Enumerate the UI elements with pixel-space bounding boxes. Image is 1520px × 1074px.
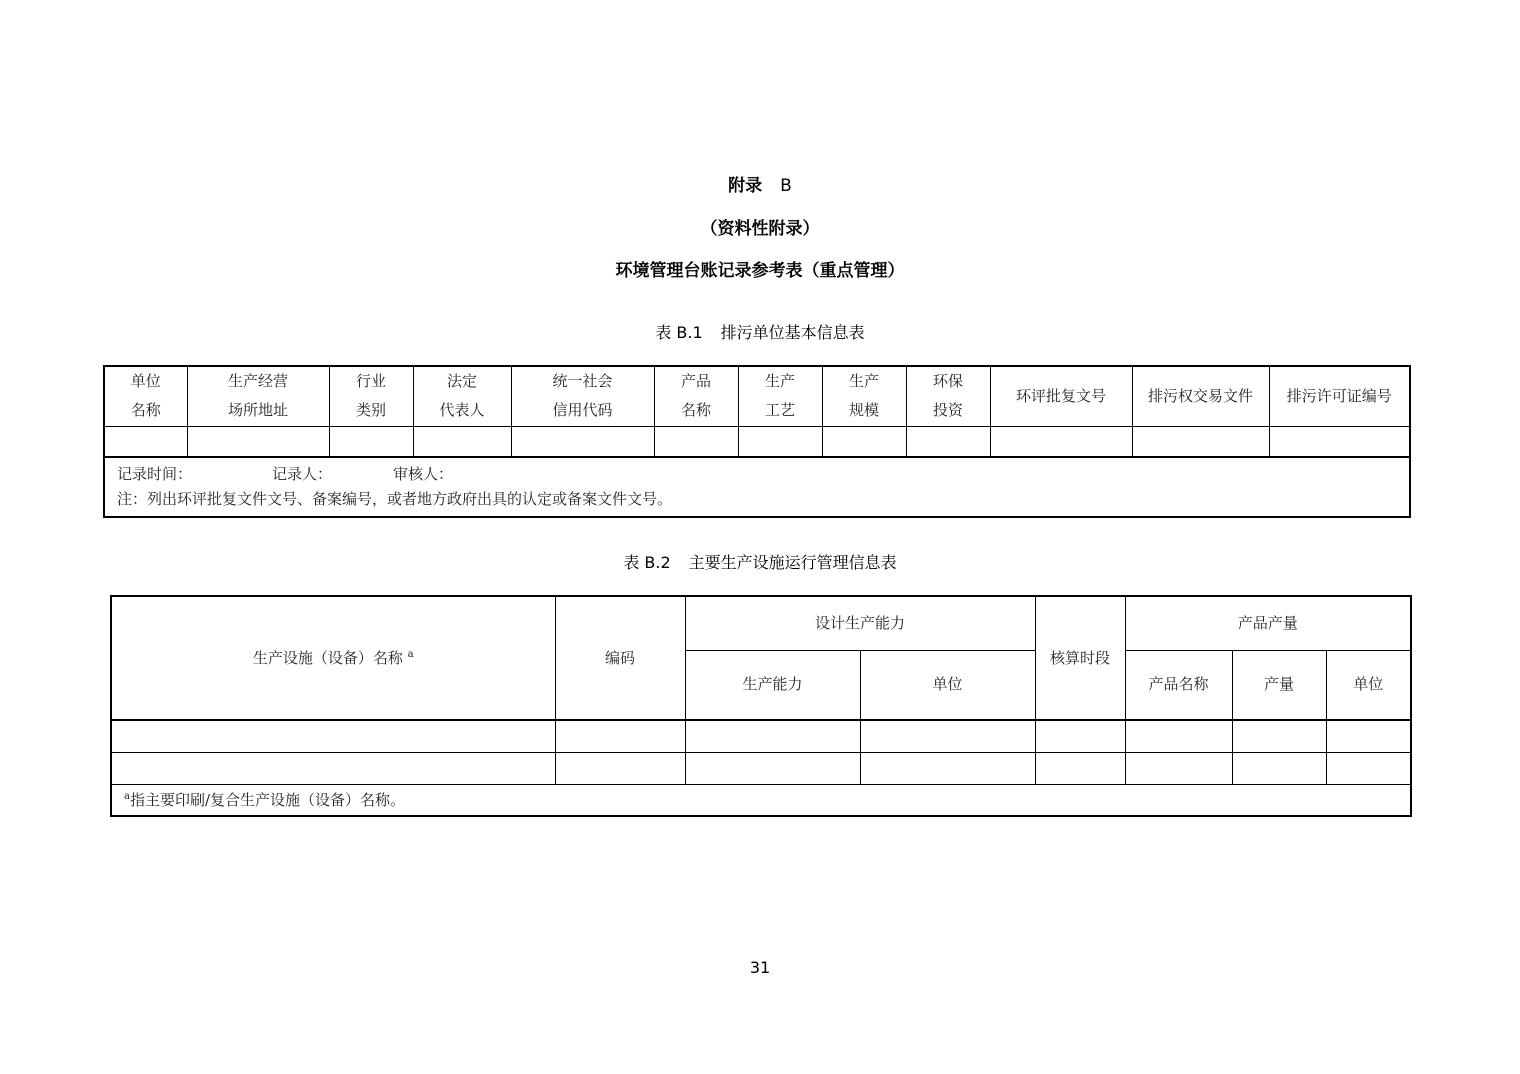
table2-header-row-1 (111, 596, 1411, 650)
table1-note-cell (104, 457, 1410, 517)
table-cell (906, 426, 990, 457)
table-cell (111, 752, 555, 784)
header-output-unit: 单位 (1326, 650, 1411, 720)
header-legal-rep: 法定 代表人 (413, 366, 511, 426)
table-cell (413, 426, 511, 457)
recorder-label: 记录人： (272, 465, 333, 483)
table-cell (822, 426, 906, 457)
header-product-output: 产品产量 (1125, 596, 1411, 650)
table-cell (654, 426, 738, 457)
header-process: 生产 工艺 (738, 366, 822, 426)
header-industry: 行业 类别 (329, 366, 413, 426)
table-cell (329, 426, 413, 457)
table-cell (1326, 752, 1411, 784)
table-cell (1326, 720, 1411, 752)
table-cell (990, 426, 1132, 457)
footnote-mark: a (407, 648, 414, 660)
table2-footnote: 指主要印刷/复合生产设施（设备）名称。 (129, 790, 406, 809)
header-facility-name: 生产设施（设备）名称 $^a$ (111, 596, 555, 720)
table-cell (1125, 752, 1232, 784)
table1-header-row (104, 366, 1410, 426)
header-output-quantity: 产量 (1232, 650, 1326, 720)
header-capacity: 生产能力 (685, 650, 860, 720)
table2-footnote-row (111, 784, 1411, 816)
appendix-letter: B (780, 176, 792, 196)
table-b2 (110, 595, 1412, 817)
table-cell (555, 720, 685, 752)
appendix-subtitle: （资料性附录） (700, 219, 820, 239)
table-cell (1132, 426, 1269, 457)
page-number: 31 (749, 958, 771, 977)
header-credit-code: 统一社会 信用代码 (511, 366, 654, 426)
header-code: 编码 (555, 596, 685, 720)
table1-caption (0, 323, 1520, 343)
table-cell (1035, 752, 1125, 784)
table2-caption (0, 553, 1520, 573)
table-cell (511, 426, 654, 457)
header-capacity-unit: 单位 (860, 650, 1035, 720)
table-cell (1125, 720, 1232, 752)
table-cell (685, 720, 860, 752)
table-cell (187, 426, 329, 457)
header-address: 生产经营 场所地址 (187, 366, 329, 426)
table2-data-row (111, 752, 1411, 784)
table2-caption-title: 主要生产设施运行管理信息表 (688, 553, 897, 572)
table-cell (1232, 752, 1326, 784)
table-b1 (103, 365, 1411, 518)
table2-data-row (111, 720, 1411, 752)
table1-caption-no: 表 B.1 (655, 323, 703, 342)
header-scale: 生产 规模 (822, 366, 906, 426)
appendix-title (0, 176, 1520, 196)
table-cell (1232, 720, 1326, 752)
table-cell (860, 720, 1035, 752)
header-design-capacity: 设计生产能力 (685, 596, 1035, 650)
table1-data-row (104, 426, 1410, 457)
table-cell (1269, 426, 1410, 457)
header-eia-approval: 环评批复文号 (990, 366, 1132, 426)
header-unit-name: 单位 名称 (104, 366, 187, 426)
footnote-mark: a (124, 790, 130, 802)
table1-caption-title: 排污单位基本信息表 (720, 323, 865, 342)
header-product-name: 产品 名称 (654, 366, 738, 426)
appendix-label: 附录 (728, 176, 763, 196)
appendix-main-title: 环境管理台账记录参考表（重点管理） (615, 261, 905, 281)
table-cell (1035, 720, 1125, 752)
header-trading-file: 排污权交易文件 (1132, 366, 1269, 426)
header-accounting-period: 核算时段 (1035, 596, 1125, 720)
table-cell (555, 752, 685, 784)
record-time-label: 记录时间： (117, 465, 193, 483)
table-cell (111, 720, 555, 752)
header-output-product-name: 产品名称 (1125, 650, 1232, 720)
table1-note: 注：列出环评批复文件文号、备案编号，或者地方政府出具的认定或备案文件文号。 (117, 490, 673, 508)
table-cell (738, 426, 822, 457)
table-cell (104, 426, 187, 457)
table2-footnote-cell (111, 784, 1411, 816)
table-cell (860, 752, 1035, 784)
header-permit-no: 排污许可证编号 (1269, 366, 1410, 426)
reviewer-label: 审核人： (393, 465, 454, 483)
table1-note-row (104, 457, 1410, 517)
header-env-investment: 环保 投资 (906, 366, 990, 426)
table-cell (685, 752, 860, 784)
table2-caption-no: 表 B.2 (623, 553, 671, 572)
